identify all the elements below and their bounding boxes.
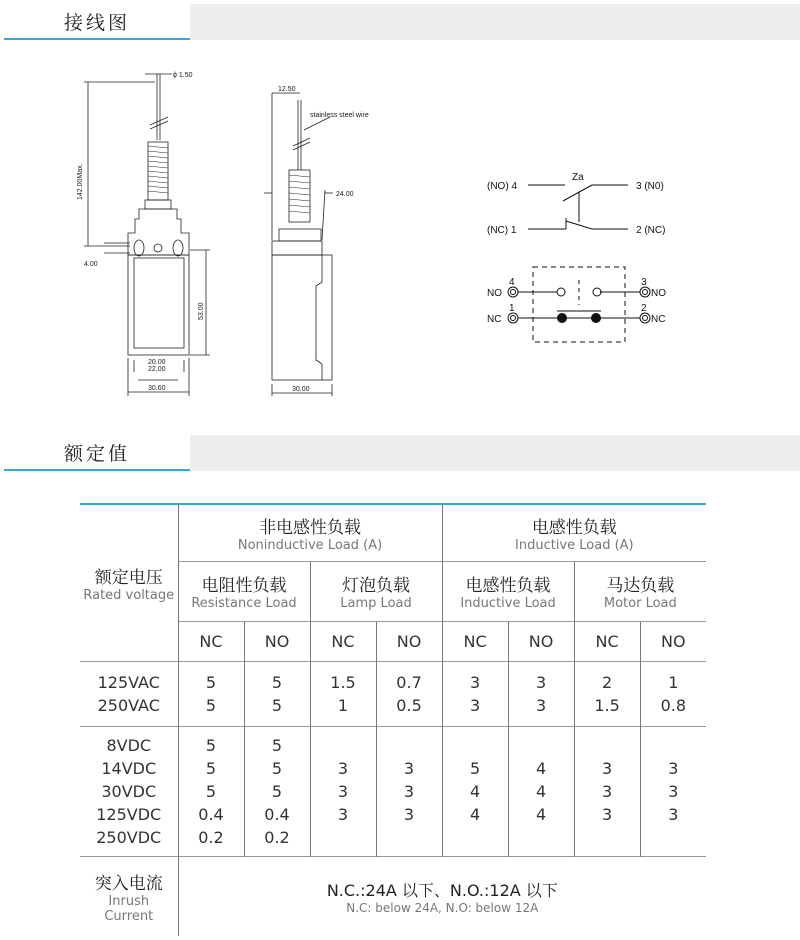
rating-table bbox=[80, 503, 706, 936]
rating-value: 5 bbox=[205, 758, 217, 778]
dim-body-height: 53.00 bbox=[198, 302, 205, 320]
column-header-nc: NC bbox=[574, 621, 640, 661]
label-no4: (NO) 4 bbox=[487, 181, 517, 192]
section-title: 额定值 bbox=[64, 443, 131, 465]
inductive-load-header: 电感性负载 Inductive Load bbox=[442, 561, 574, 621]
ac-value-cell bbox=[178, 661, 244, 726]
rating-value: 5 bbox=[205, 695, 217, 715]
rating-value: 5 bbox=[205, 735, 217, 755]
voltage-label: 125VDC bbox=[96, 804, 162, 824]
dim-side-mid: 24.00 bbox=[336, 191, 354, 198]
label-no-left: NO bbox=[487, 288, 502, 299]
rating-value: 0.5 bbox=[396, 695, 422, 715]
inductive-header: 电感性负载 Inductive Load (A) bbox=[442, 504, 706, 561]
rating-value: 0.7 bbox=[396, 672, 422, 692]
rating-value: 3 bbox=[668, 804, 679, 824]
dc-value-cell bbox=[574, 726, 640, 856]
dimension-drawing bbox=[0, 60, 420, 410]
dim-mount: 4.00 bbox=[84, 261, 98, 268]
rated-voltage-header: 额定电压 Rated voltage bbox=[80, 504, 178, 661]
rating-value: 3 bbox=[337, 758, 349, 778]
terminal-2: 2 bbox=[641, 303, 647, 314]
rating-value: 3 bbox=[469, 672, 481, 692]
ac-value-cell bbox=[574, 661, 640, 726]
column-header-no: NO bbox=[508, 621, 574, 661]
rating-value: 5 bbox=[469, 758, 481, 778]
voltage-label: 250VAC bbox=[97, 695, 160, 715]
rating-value: 4 bbox=[469, 804, 481, 824]
section-header-rating bbox=[0, 433, 800, 471]
dc-value-cell bbox=[310, 726, 376, 856]
voltage-label: 30VDC bbox=[101, 781, 157, 801]
dc-value-cell bbox=[178, 726, 244, 856]
rating-value: 5 bbox=[205, 781, 217, 801]
dc-value-cell bbox=[244, 726, 310, 856]
rating-value: 3 bbox=[535, 695, 547, 715]
section-header-wiring bbox=[0, 2, 800, 40]
rating-value: 0.2 bbox=[198, 827, 224, 847]
dc-voltages bbox=[80, 726, 178, 856]
ac-value-cell bbox=[244, 661, 310, 726]
terminal-3: 3 bbox=[641, 277, 647, 288]
rating-value: 1.5 bbox=[594, 695, 620, 715]
rating-value: 5 bbox=[271, 695, 283, 715]
column-header-no: NO bbox=[244, 621, 310, 661]
label-nc-left: NC bbox=[487, 314, 502, 325]
rating-value: 4 bbox=[469, 781, 481, 801]
dim-w3: 30.60 bbox=[148, 385, 166, 392]
dim-height: 142.00Max. bbox=[77, 163, 84, 200]
lamp-load-header: 灯泡负载 Lamp Load bbox=[310, 561, 442, 621]
label-no-right: NO bbox=[651, 288, 666, 299]
dim-wire-diameter: ϕ 1.50 bbox=[173, 72, 193, 79]
voltage-label: 14VDC bbox=[101, 758, 157, 778]
rating-value: 4 bbox=[535, 804, 547, 824]
wire-label: stainless steel wire bbox=[310, 112, 369, 119]
rating-value: 3 bbox=[337, 781, 349, 801]
rating-value: 5 bbox=[271, 781, 283, 801]
ac-value-cell bbox=[310, 661, 376, 726]
rating-value: 3 bbox=[668, 781, 679, 801]
dim-w1: 20.00 bbox=[148, 359, 166, 366]
rating-value: 5 bbox=[271, 672, 283, 692]
rating-value: 3 bbox=[535, 672, 547, 692]
rating-value: 3 bbox=[601, 804, 613, 824]
resistance-load-header: 电阻性负载 Resistance Load bbox=[178, 561, 310, 621]
label-no3: 3 (N0) bbox=[636, 181, 664, 192]
rating-value: 3 bbox=[668, 758, 679, 778]
ac-value-cell bbox=[376, 661, 442, 726]
rating-value: 4 bbox=[535, 781, 547, 801]
rating-value: 0.4 bbox=[198, 804, 224, 824]
ac-value-cell bbox=[442, 661, 508, 726]
rating-value: 0.4 bbox=[264, 804, 290, 824]
dim-side-top: 12.50 bbox=[278, 86, 296, 93]
ac-voltages bbox=[80, 661, 178, 726]
inrush-header: 突入电流 Inrush Current bbox=[80, 856, 178, 936]
contact-schematic bbox=[470, 160, 700, 350]
rating-value: 5 bbox=[271, 758, 283, 778]
rating-value: 1 bbox=[668, 672, 679, 692]
rating-value: 3 bbox=[601, 758, 613, 778]
rating-value: 1.5 bbox=[330, 672, 356, 692]
column-header-nc: NC bbox=[178, 621, 244, 661]
terminal-4: 4 bbox=[509, 277, 515, 288]
rating-value: 3 bbox=[469, 695, 481, 715]
dim-side-width: 30.00 bbox=[292, 386, 310, 393]
rating-value: 4 bbox=[535, 758, 547, 778]
dc-value-cell bbox=[442, 726, 508, 856]
label-nc2: 2 (NC) bbox=[636, 225, 666, 236]
voltage-label: 125VAC bbox=[97, 672, 160, 692]
label-za: Za bbox=[572, 172, 584, 183]
rating-value: 0.2 bbox=[264, 827, 290, 847]
rating-value: 3 bbox=[601, 781, 613, 801]
ac-value-cell bbox=[508, 661, 574, 726]
rating-value: 3 bbox=[403, 804, 415, 824]
rating-value: 3 bbox=[403, 781, 415, 801]
column-header-nc: NC bbox=[310, 621, 376, 661]
rating-value: 0.8 bbox=[660, 695, 687, 715]
section-title: 接线图 bbox=[64, 12, 131, 34]
front-view bbox=[84, 74, 210, 396]
voltage-label: 8VDC bbox=[106, 735, 152, 755]
rating-value: 3 bbox=[337, 804, 349, 824]
dc-value-cell bbox=[640, 726, 706, 856]
rating-value: 1 bbox=[337, 695, 349, 715]
terminal-1: 1 bbox=[509, 303, 515, 314]
dim-w2: 22.00 bbox=[148, 366, 166, 373]
voltage-label: 250VDC bbox=[96, 827, 162, 847]
noninductive-header: 非电感性负载 Noninductive Load (A) bbox=[178, 504, 442, 561]
dc-value-cell bbox=[376, 726, 442, 856]
dc-value-cell bbox=[508, 726, 574, 856]
column-header-no: NO bbox=[376, 621, 442, 661]
column-header-nc: NC bbox=[442, 621, 508, 661]
rating-value: 5 bbox=[271, 735, 283, 755]
column-header-no: NO bbox=[640, 621, 706, 661]
side-view bbox=[264, 93, 333, 396]
label-nc1: (NC) 1 bbox=[487, 225, 517, 236]
inrush-value: N.C.:24A 以下、N.O.:12A 以下 N.C: below 24A, N.O: below 12A bbox=[178, 856, 706, 936]
rating-value: 5 bbox=[205, 672, 217, 692]
ac-value-cell bbox=[640, 661, 706, 726]
motor-load-header: 马达负载 Motor Load bbox=[574, 561, 706, 621]
label-nc-right: NC bbox=[651, 314, 666, 325]
rating-value: 2 bbox=[601, 672, 613, 692]
rating-value: 3 bbox=[403, 758, 415, 778]
